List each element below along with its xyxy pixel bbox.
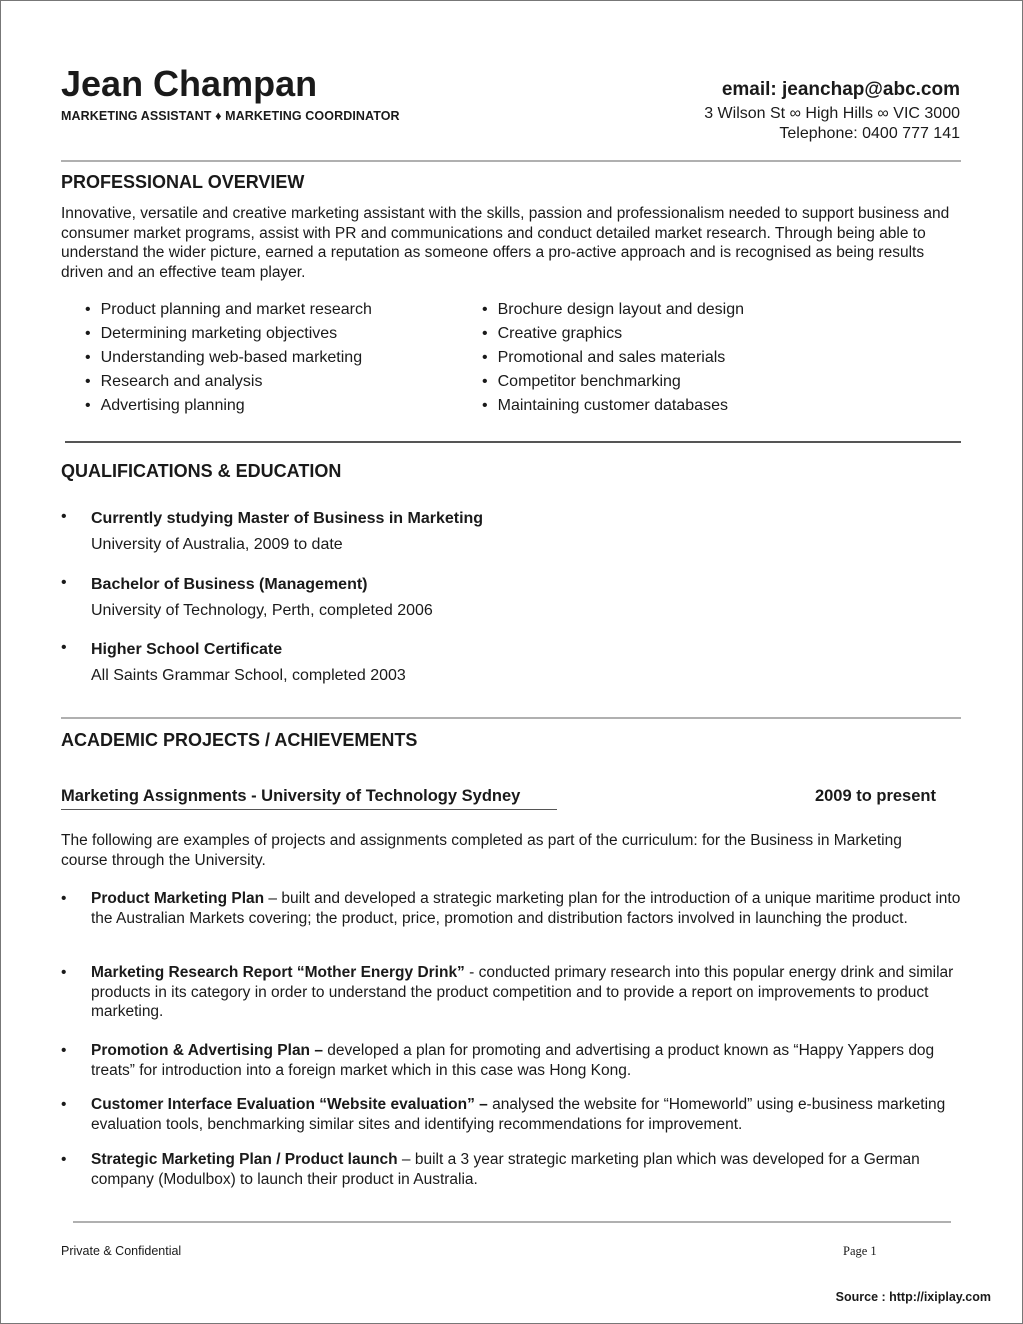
contact-email: email: jeanchap@abc.com <box>721 79 960 100</box>
achievement-title: Marketing Research Report “Mother Energy Drink” <box>91 964 465 981</box>
skill-item: • Understanding web-based marketing <box>85 346 372 370</box>
skill-item: • Advertising planning <box>85 394 372 418</box>
bullet-icon: • <box>61 1096 67 1113</box>
skill-item: • Creative graphics <box>482 322 744 346</box>
education-title: Bachelor of Business (Management) <box>91 576 368 593</box>
education-title: Higher School Certificate <box>91 641 283 658</box>
projects-subheading: Marketing Assignments - University of Technology Sydney <box>61 787 521 805</box>
overview-paragraph: Innovative, versatile and creative marketing assistant with the skills, passion and professionalism needed to support business and consumer market programs, assist with PR and communications and conduct detailed market research. Through being able to understand the wider picture, earned a reputation as someone offers a pro-active approach and is recognised as being results driven and an effective team player. <box>61 205 950 281</box>
bullet-icon: • <box>61 1042 67 1059</box>
education-item <box>61 508 483 556</box>
education-title: Currently studying Master of Business in Marketing <box>91 510 484 527</box>
education-item <box>61 574 433 622</box>
projects-heading: ACADEMIC PROJECTS / ACHIEVEMENTS <box>61 730 418 750</box>
skill-item: • Competitor benchmarking <box>482 370 744 394</box>
achievement-description: developed a plan for promoting and advertising a product known as “Happy Yappers dog treats” for introduction into a foreign market which in this case was Hong Kong. <box>91 1042 935 1079</box>
education-heading: QUALIFICATIONS & EDUCATION <box>61 461 342 481</box>
projects-intro: The following are examples of projects and assignments completed as part of the curriculum: for the Business in Marketing course through the University. <box>61 832 902 869</box>
achievement-item <box>61 1095 971 1134</box>
education-detail: University of Australia, 2009 to date <box>91 536 343 553</box>
achievement-title: Product Marketing Plan <box>91 890 265 907</box>
bullet-icon: • <box>61 964 67 981</box>
achievement-description: analysed the website for “Homeworld” using e-business marketing evaluation tools, benchmarking similar sites and identifying recommendations for improvement. <box>91 1096 946 1133</box>
bullet-icon: • <box>61 890 67 907</box>
achievement-item <box>61 963 971 1022</box>
achievement-description: - conducted primary research into this popular energy drink and similar products in its category in order to understand the product competition and to provide a report on improvements to product marketing. <box>91 964 954 1020</box>
source-credit: Source : http://ixiplay.com <box>835 1290 991 1304</box>
achievement-item <box>61 1041 971 1080</box>
skills-list-left <box>85 298 372 418</box>
skill-item: • Promotional and sales materials <box>482 346 744 370</box>
achievement-description: – built and developed a strategic marketing plan for the introduction of a unique maritime product into the Australian Markets covering; the product, price, promotion and distribution factors involved in launching the product. <box>91 890 961 927</box>
candidate-roles: MARKETING ASSISTANT ♦ MARKETING COORDINATOR <box>61 109 400 123</box>
achievement-title: Promotion & Advertising Plan – <box>91 1042 323 1059</box>
bullet-icon: • <box>61 508 67 525</box>
education-detail: University of Technology, Perth, completed 2006 <box>91 602 433 619</box>
achievement-title: Strategic Marketing Plan / Product launch <box>91 1151 398 1168</box>
achievement-description: – built a 3 year strategic marketing plan which was developed for a German company (Modulbox) to launch their product in Australia. <box>91 1151 920 1188</box>
achievement-title: Customer Interface Evaluation “Website evaluation” – <box>91 1096 488 1113</box>
skills-list-right <box>482 298 744 418</box>
subheading-underline <box>61 809 557 810</box>
education-detail: All Saints Grammar School, completed 2003 <box>91 667 406 684</box>
skill-item: • Research and analysis <box>85 370 372 394</box>
education-divider <box>61 717 961 719</box>
contact-phone: Telephone: 0400 777 141 <box>779 125 960 142</box>
skill-item: • Brochure design layout and design <box>482 298 744 322</box>
candidate-name: Jean Champan <box>61 63 318 104</box>
achievement-item <box>61 1150 971 1189</box>
achievement-item <box>61 889 971 928</box>
bullet-icon: • <box>61 1151 67 1168</box>
footer-page-number: Page 1 <box>843 1244 877 1258</box>
education-item <box>61 639 406 687</box>
footer-divider <box>73 1221 951 1223</box>
contact-address: 3 Wilson St ∞ High Hills ∞ VIC 3000 <box>704 105 960 122</box>
projects-date: 2009 to present <box>814 787 936 805</box>
header-divider <box>61 160 961 162</box>
skill-item: • Product planning and market research <box>85 298 372 322</box>
bullet-icon: • <box>61 574 67 591</box>
skill-item: • Determining marketing objectives <box>85 322 372 346</box>
footer-confidential: Private & Confidential <box>61 1244 182 1258</box>
overview-heading: PROFESSIONAL OVERVIEW <box>61 172 305 192</box>
skill-item: • Maintaining customer databases <box>482 394 744 418</box>
overview-divider <box>65 441 961 443</box>
bullet-icon: • <box>61 639 67 656</box>
